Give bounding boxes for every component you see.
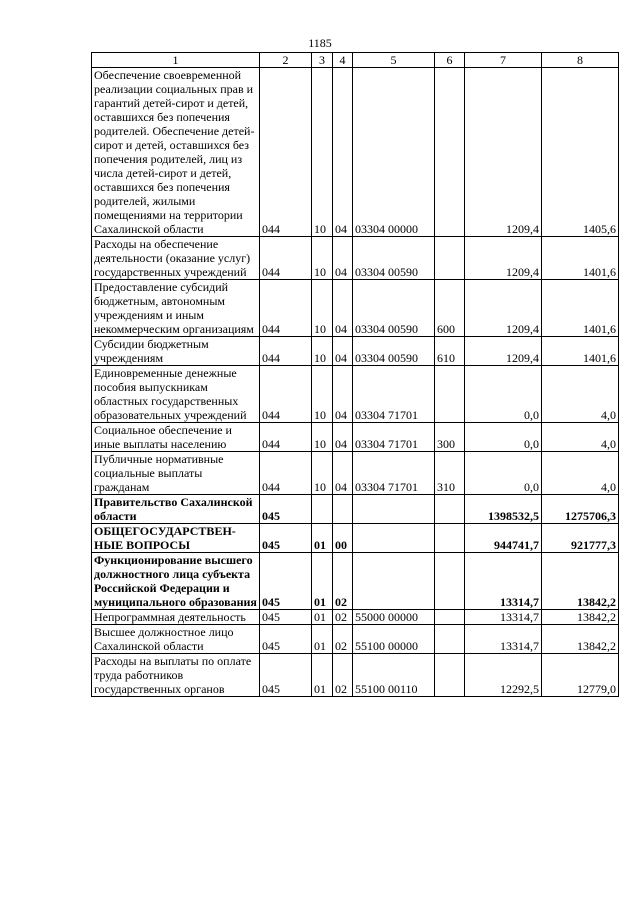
table-row	[92, 280, 619, 337]
cell-col3: 10	[312, 366, 333, 423]
cell-col3: 10	[312, 237, 333, 280]
cell-col5: 03304 00590	[353, 237, 435, 280]
column-header: 7	[465, 53, 542, 68]
row-description: Расходы на обеспечение деятельности (оказание услуг) государственных учреждений	[92, 237, 260, 280]
cell-col4: 02	[333, 610, 353, 625]
cell-col2: 045	[260, 610, 312, 625]
cell-col7: 944741,7	[465, 524, 542, 553]
cell-col7: 1209,4	[465, 280, 542, 337]
cell-col4: 04	[333, 366, 353, 423]
table-row	[92, 337, 619, 366]
cell-col2: 044	[260, 366, 312, 423]
column-header: 2	[260, 53, 312, 68]
cell-col5: 55100 00110	[353, 654, 435, 697]
cell-col6: 310	[435, 452, 465, 495]
cell-col3: 10	[312, 280, 333, 337]
cell-col3	[312, 495, 333, 524]
cell-col4: 02	[333, 553, 353, 610]
cell-col8: 1401,6	[542, 280, 619, 337]
cell-col6	[435, 366, 465, 423]
cell-col8: 13842,2	[542, 553, 619, 610]
cell-col7: 13314,7	[465, 625, 542, 654]
row-description: Обеспечение своевременной реализации социальных прав и гарантий детей-сирот и детей, оставшихся без попечения родителей. Обеспечение детей-сирот и детей, оставшихся без попечения родителей, лиц из числа детей-сирот и детей, оставшихся без попечения родителей, жилыми помещениями на территории Сахалинской области	[92, 68, 260, 237]
cell-col4: 04	[333, 68, 353, 237]
cell-col2: 045	[260, 524, 312, 553]
cell-col3: 10	[312, 423, 333, 452]
cell-col2: 045	[260, 553, 312, 610]
cell-col4: 00	[333, 524, 353, 553]
column-header: 3	[312, 53, 333, 68]
cell-col2: 044	[260, 423, 312, 452]
cell-col8: 1401,6	[542, 337, 619, 366]
row-description: Правительство Сахалинской области	[92, 495, 260, 524]
cell-col8: 1401,6	[542, 237, 619, 280]
cell-col7: 1398532,5	[465, 495, 542, 524]
cell-col7: 13314,7	[465, 610, 542, 625]
cell-col8: 13842,2	[542, 610, 619, 625]
cell-col2: 044	[260, 337, 312, 366]
column-header: 4	[333, 53, 353, 68]
cell-col6	[435, 610, 465, 625]
cell-col7: 1209,4	[465, 237, 542, 280]
cell-col8: 921777,3	[542, 524, 619, 553]
row-description: ОБЩЕГОСУДАРСТВЕН-НЫЕ ВОПРОСЫ	[92, 524, 260, 553]
cell-col4: 04	[333, 280, 353, 337]
cell-col4: 04	[333, 452, 353, 495]
page-number: 1185	[308, 36, 332, 50]
cell-col3: 01	[312, 610, 333, 625]
cell-col3: 01	[312, 654, 333, 697]
cell-col6: 610	[435, 337, 465, 366]
cell-col5: 03304 71701	[353, 423, 435, 452]
cell-col5: 55000 00000	[353, 610, 435, 625]
cell-col6	[435, 625, 465, 654]
cell-col6	[435, 68, 465, 237]
cell-col5	[353, 524, 435, 553]
cell-col7: 12292,5	[465, 654, 542, 697]
table-row	[92, 237, 619, 280]
cell-col5	[353, 553, 435, 610]
row-description: Публичные нормативные социальные выплаты гражданам	[92, 452, 260, 495]
cell-col3: 10	[312, 68, 333, 237]
table-row	[92, 654, 619, 697]
cell-col8: 1275706,3	[542, 495, 619, 524]
table-row	[92, 610, 619, 625]
cell-col2: 045	[260, 625, 312, 654]
cell-col8: 4,0	[542, 452, 619, 495]
cell-col2: 045	[260, 654, 312, 697]
row-description: Субсидии бюджетным учреждениям	[92, 337, 260, 366]
row-description: Высшее должностное лицо Сахалинской области	[92, 625, 260, 654]
row-description: Социальное обеспечение и иные выплаты населению	[92, 423, 260, 452]
row-description: Расходы на выплаты по оплате труда работников государственных органов	[92, 654, 260, 697]
row-description: Функционирование высшего должностного лица субъекта Российской Федерации и муниципального образования	[92, 553, 260, 610]
cell-col7: 13314,7	[465, 553, 542, 610]
cell-col2: 044	[260, 68, 312, 237]
cell-col8: 12779,0	[542, 654, 619, 697]
cell-col4: 02	[333, 625, 353, 654]
cell-col7: 0,0	[465, 452, 542, 495]
cell-col7: 1209,4	[465, 337, 542, 366]
cell-col6	[435, 654, 465, 697]
cell-col8: 4,0	[542, 366, 619, 423]
cell-col4: 04	[333, 423, 353, 452]
cell-col6	[435, 237, 465, 280]
cell-col5: 03304 00590	[353, 280, 435, 337]
cell-col8: 1405,6	[542, 68, 619, 237]
cell-col4: 04	[333, 237, 353, 280]
cell-col5: 03304 00000	[353, 68, 435, 237]
cell-col3: 01	[312, 553, 333, 610]
table-row	[92, 495, 619, 524]
cell-col5: 55100 00000	[353, 625, 435, 654]
cell-col7: 0,0	[465, 423, 542, 452]
cell-col6: 600	[435, 280, 465, 337]
row-description: Предоставление субсидий бюджетным, автономным учреждениям и иным некоммерческим организациям	[92, 280, 260, 337]
cell-col5: 03304 71701	[353, 366, 435, 423]
cell-col6	[435, 524, 465, 553]
cell-col4	[333, 495, 353, 524]
cell-col3: 01	[312, 625, 333, 654]
cell-col5: 03304 71701	[353, 452, 435, 495]
table-row	[92, 423, 619, 452]
cell-col7: 0,0	[465, 366, 542, 423]
cell-col3: 10	[312, 337, 333, 366]
cell-col2: 044	[260, 237, 312, 280]
row-description: Непрограммная деятельность	[92, 610, 260, 625]
table-row	[92, 452, 619, 495]
cell-col4: 04	[333, 337, 353, 366]
cell-col6	[435, 553, 465, 610]
column-header: 5	[353, 53, 435, 68]
cell-col5	[353, 495, 435, 524]
column-header: 6	[435, 53, 465, 68]
cell-col7: 1209,4	[465, 68, 542, 237]
budget-table	[91, 52, 619, 697]
cell-col2: 045	[260, 495, 312, 524]
cell-col3: 10	[312, 452, 333, 495]
table-row	[92, 366, 619, 423]
row-description: Единовременные денежные пособия выпускникам областных государственных образовательных учреждений	[92, 366, 260, 423]
header-row	[92, 53, 619, 68]
cell-col2: 044	[260, 280, 312, 337]
cell-col3: 01	[312, 524, 333, 553]
cell-col2: 044	[260, 452, 312, 495]
cell-col8: 13842,2	[542, 625, 619, 654]
table-row	[92, 625, 619, 654]
table-row	[92, 68, 619, 237]
column-header: 1	[92, 53, 260, 68]
cell-col8: 4,0	[542, 423, 619, 452]
column-header: 8	[542, 53, 619, 68]
cell-col4: 02	[333, 654, 353, 697]
table-row	[92, 524, 619, 553]
cell-col6	[435, 495, 465, 524]
cell-col6: 300	[435, 423, 465, 452]
table-row	[92, 553, 619, 610]
cell-col5: 03304 00590	[353, 337, 435, 366]
